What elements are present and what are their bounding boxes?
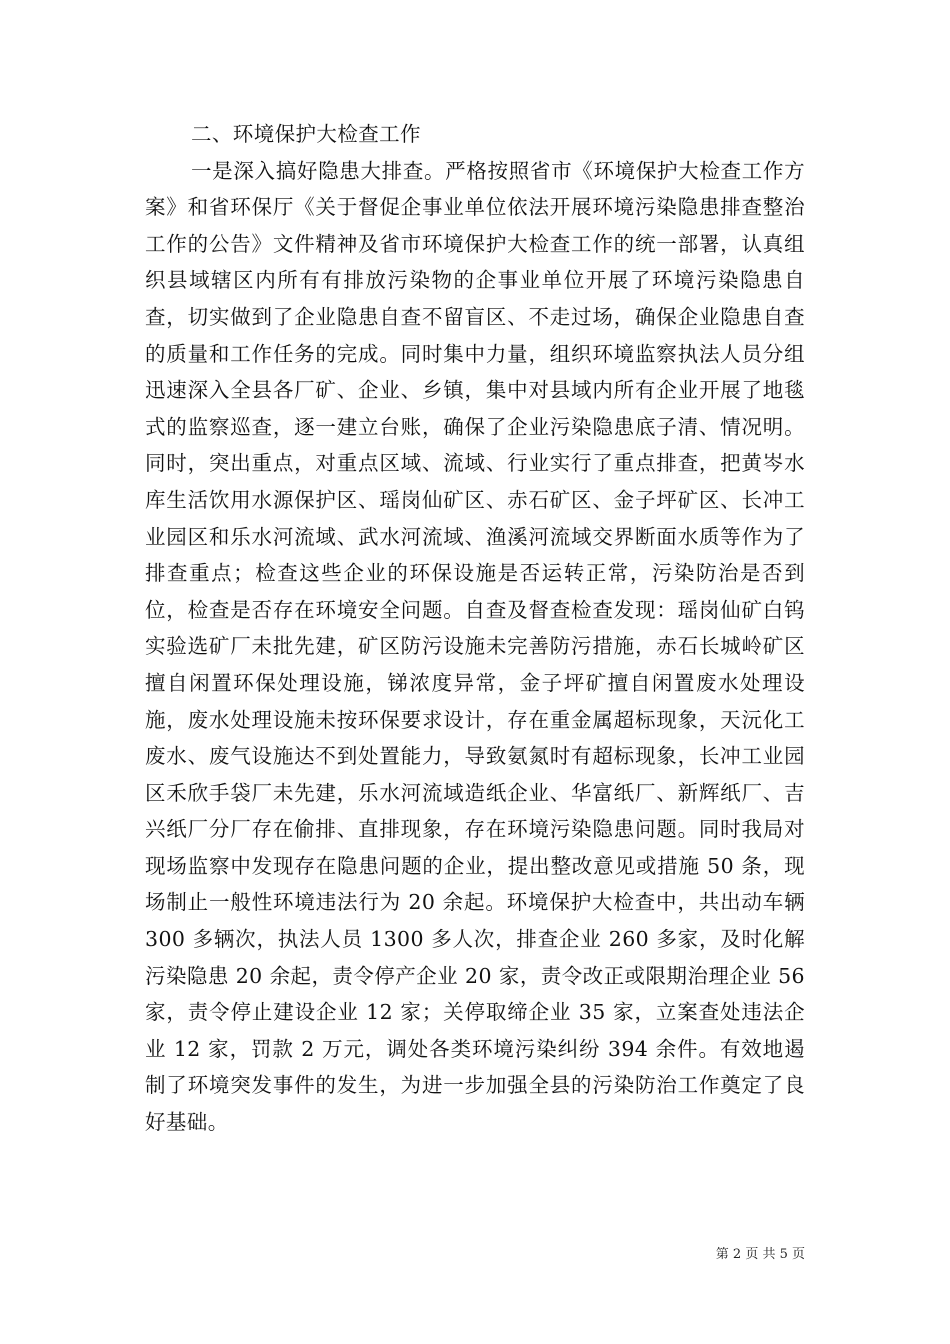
document-body: [145, 116, 805, 1141]
body-paragraph: 一是深入搞好隐患大排查。严格按照省市《环境保护大检查工作方案》和省环保厅《关于督促企事业单位依法开展环境污染隐患排查整治工作的公告》文件精神及省市环境保护大检查工作的统一部署，认真组织县域辖区内所有有排放污染物的企事业单位开展了环境污染隐患自查，切实做到了企业隐患自查不留盲区、不走过场，确保企业隐患自查的质量和工作任务的完成。同时集中力量，组织环境监察执法人员分组迅速深入全县各厂矿、企业、乡镇，集中对县域内所有企业开展了地毯式的监察巡查，逐一建立台账，确保了企业污染隐患底子清、情况明。同时，突出重点，对重点区域、流域、行业实行了重点排查，把黄岑水库生活饮用水源保护区、瑶岗仙矿区、赤石矿区、金子坪矿区、长冲工业园区和乐水河流域、武水河流域、渔溪河流域交界断面水质等作为了排查重点；检查这些企业的环保设施是否运转正常，污染防治是否到位，检查是否存在环境安全问题。自查及督查检查发现：瑶岗仙矿白钨实验选矿厂未批先建，矿区防污设施未完善防污措施，赤石长城岭矿区擅自闲置环保处理设施，锑浓度异常，金子坪矿擅自闲置废水处理设施，废水处理设施未按环保要求设计，存在重金属超标现象，天沅化工废水、废气设施达不到处置能力，导致氨氮时有超标现象，长冲工业园区禾欣手袋厂未先建，乐水河流域造纸企业、华富纸厂、新辉纸厂、吉兴纸厂分厂存在偷排、直排现象，存在环境污染隐患问题。同时我局对现场监察中发现存在隐患问题的企业，提出整改意见或措施 50 条，现场制止一般性环境违法行为 20 余起。环境保护大检查中，共出动车辆 300 多辆次，执法人员 1300 多人次，排查企业 260 多家，及时化解污染隐患 20 余起，责令停产企业 20 家，责令改正或限期治理企业 56 家，责令停止建设企业 12 家；关停取缔企业 35 家，立案查处违法企业 12 家，罚款 2 万元，调处各类环境污染纠纷 394 余件。有效地遏制了环境突发事件的发生，为进一步加强全县的污染防治工作奠定了良好基础。: [145, 158, 805, 1135]
section-heading: 二、环境保护大检查工作: [191, 122, 421, 146]
page-number-footer: 第 2 页 共 5 页: [715, 1247, 805, 1262]
